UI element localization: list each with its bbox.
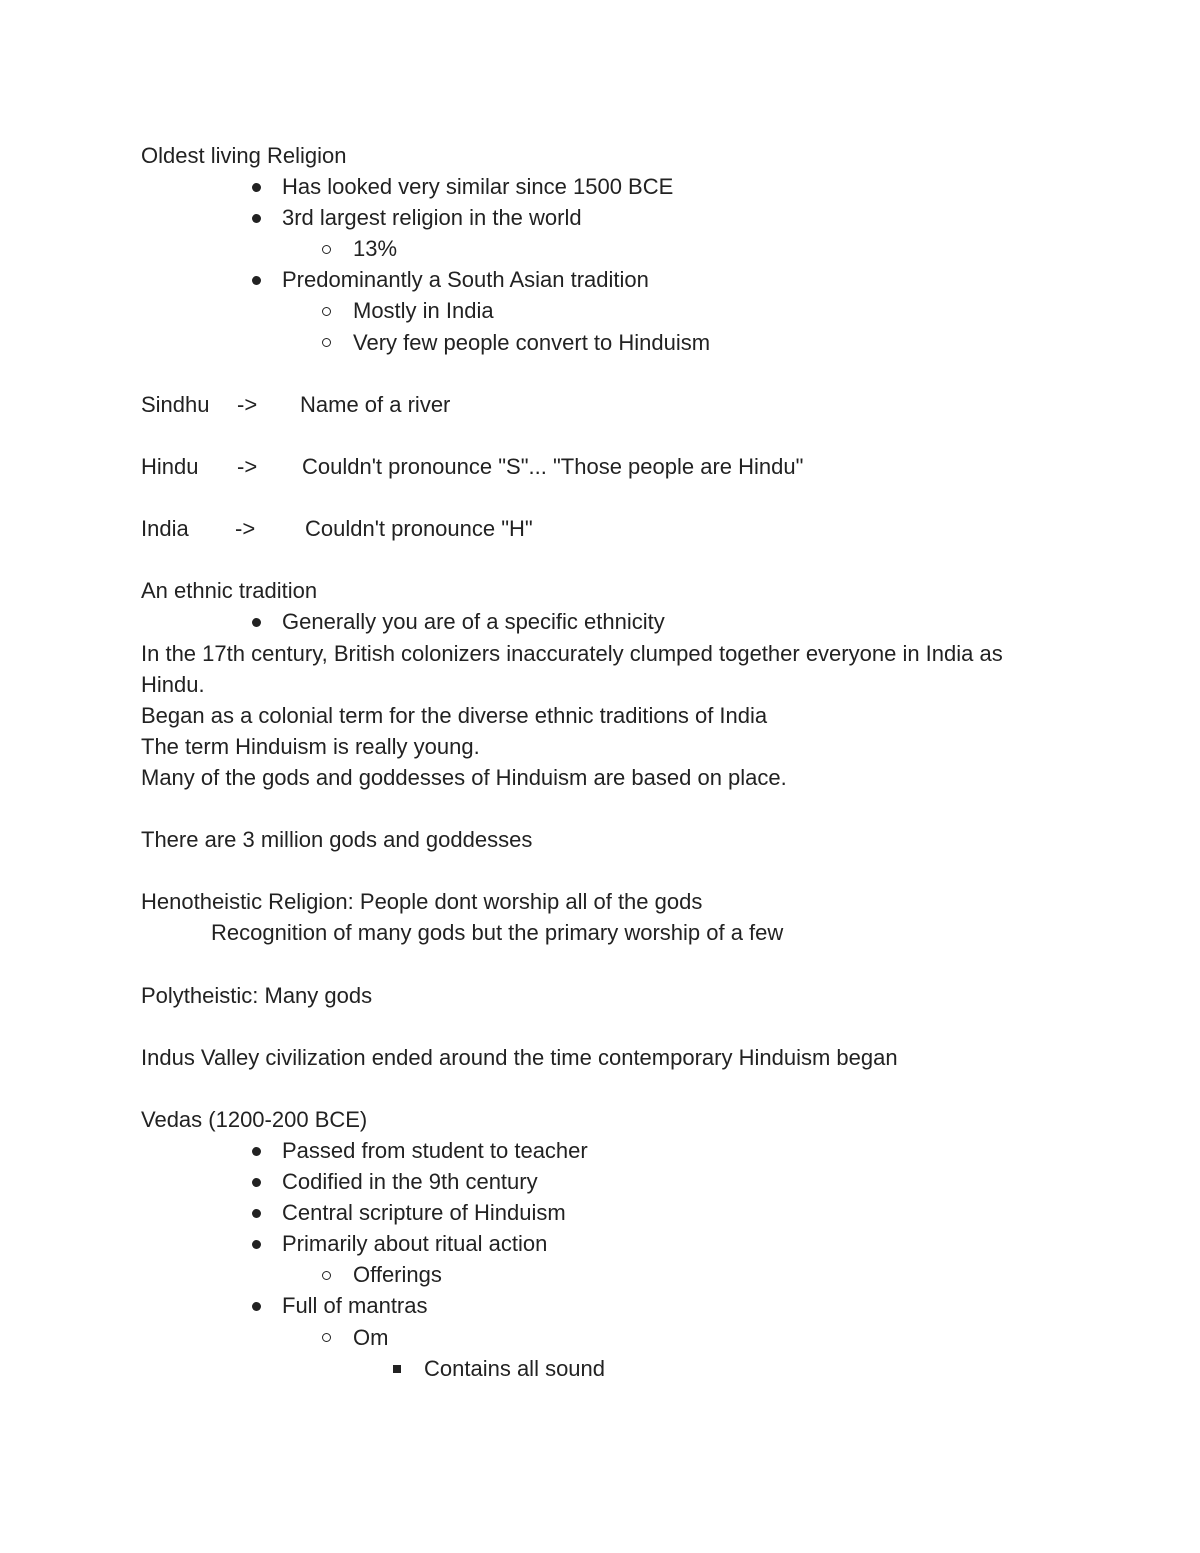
list-item-text: Predominantly a South Asian tradition [282, 267, 649, 293]
etymology-term: Hindu [141, 453, 199, 479]
list-item-text: Codified in the 9th century [282, 1169, 538, 1195]
list-item-text: Mostly in India [353, 298, 494, 324]
spacer [141, 1073, 1061, 1104]
bullet-filled-icon [249, 202, 263, 233]
list-item-text: Primarily about ritual action [282, 1231, 548, 1257]
paragraph-colonial-term: Began as a colonial term for the diverse ethnic traditions of India [141, 702, 768, 728]
list-item-text: Passed from student to teacher [282, 1138, 588, 1163]
spacer [141, 1011, 1061, 1042]
list-item-text: Generally you are of a specific ethnicity [282, 609, 665, 635]
etymology-term: Sindhu [141, 391, 210, 417]
bullet-filled-icon [249, 1228, 263, 1259]
etymology-definition: Couldn't pronounce "S"... "Those people are Hindu" [302, 453, 804, 479]
etymology-term: India [141, 516, 189, 542]
paragraph-henotheistic-detail: Recognition of many gods but the primary worship of a few [211, 920, 784, 946]
heading-vedas: Vedas (1200-200 BCE) [141, 1106, 368, 1132]
bullet-filled-icon [249, 606, 263, 637]
etymology-row-sindhu [141, 389, 1061, 420]
bullet-filled-icon [249, 171, 263, 202]
spacer [141, 948, 1061, 979]
etymology-arrow: -> [235, 516, 256, 542]
list-item [141, 1322, 1061, 1353]
list-item-text: Contains all sound [424, 1355, 606, 1381]
bullet-open-icon [319, 233, 333, 264]
list-item [141, 327, 1061, 358]
bullet-filled-icon [249, 1290, 263, 1321]
list-item-text: Has looked very similar since 1500 BCE [282, 174, 674, 200]
list-item-text: 13% [353, 236, 398, 262]
bullet-open-icon [319, 1322, 333, 1353]
spacer [141, 855, 1061, 886]
spacer [141, 482, 1061, 513]
etymology-arrow: -> [237, 453, 258, 479]
spacer [141, 420, 1061, 451]
etymology-row-hindu [141, 451, 1061, 482]
paragraph-polytheistic: Polytheistic: Many gods [141, 982, 373, 1008]
list-item [141, 171, 1061, 202]
list-item [141, 202, 1061, 233]
list-item-text: Full of mantras [282, 1293, 428, 1319]
bullet-filled-icon [249, 264, 263, 295]
list-item-text: Offerings [353, 1262, 442, 1288]
bullet-square-icon [390, 1353, 404, 1384]
list-item-text: Om [353, 1324, 389, 1350]
spacer [141, 358, 1061, 389]
etymology-definition: Name of a river [300, 391, 451, 417]
paragraph-million-gods: There are 3 million gods and goddesses [141, 827, 533, 853]
bullet-filled-icon [249, 1197, 263, 1228]
paragraph-henotheistic: Henotheistic Religion: People dont worship all of the gods [141, 889, 703, 915]
list-item [141, 1259, 1061, 1290]
etymology-row-india [141, 513, 1061, 544]
list-item [141, 295, 1061, 326]
document-body [141, 140, 1061, 1384]
list-item [141, 1353, 1061, 1384]
list-item-text: Very few people convert to Hinduism [353, 329, 711, 355]
heading-oldest-religion: Oldest living Religion [141, 143, 347, 168]
spacer [141, 793, 1061, 824]
list-item [141, 1290, 1061, 1321]
spacer [141, 544, 1061, 575]
list-item [141, 264, 1061, 295]
list-item [141, 1166, 1061, 1197]
bullet-open-icon [319, 1259, 333, 1290]
bullet-filled-icon [249, 1135, 263, 1166]
list-item-text: 3rd largest religion in the world [282, 205, 582, 231]
heading-ethnic-tradition: An ethnic tradition [141, 578, 318, 604]
bullet-open-icon [319, 327, 333, 358]
list-item [141, 606, 1061, 637]
paragraph-gods-place: Many of the gods and goddesses of Hinduism are based on place. [141, 764, 787, 790]
bullet-open-icon [319, 295, 333, 326]
paragraph-term-young: The term Hinduism is really young. [141, 733, 480, 759]
list-item-text: Central scripture of Hinduism [282, 1200, 566, 1226]
list-item [141, 1228, 1061, 1259]
paragraph-indus-valley: Indus Valley civilization ended around the time contemporary Hinduism began [141, 1044, 898, 1070]
bullet-filled-icon [249, 1166, 263, 1197]
list-item [141, 233, 1061, 264]
etymology-definition: Couldn't pronounce "H" [305, 516, 533, 542]
etymology-arrow: -> [237, 391, 258, 417]
list-item [141, 1197, 1061, 1228]
paragraph-colonizers: In the 17th century, British colonizers inaccurately clumped together everyone in India as Hindu. [141, 640, 1003, 697]
list-item [141, 1135, 1061, 1166]
